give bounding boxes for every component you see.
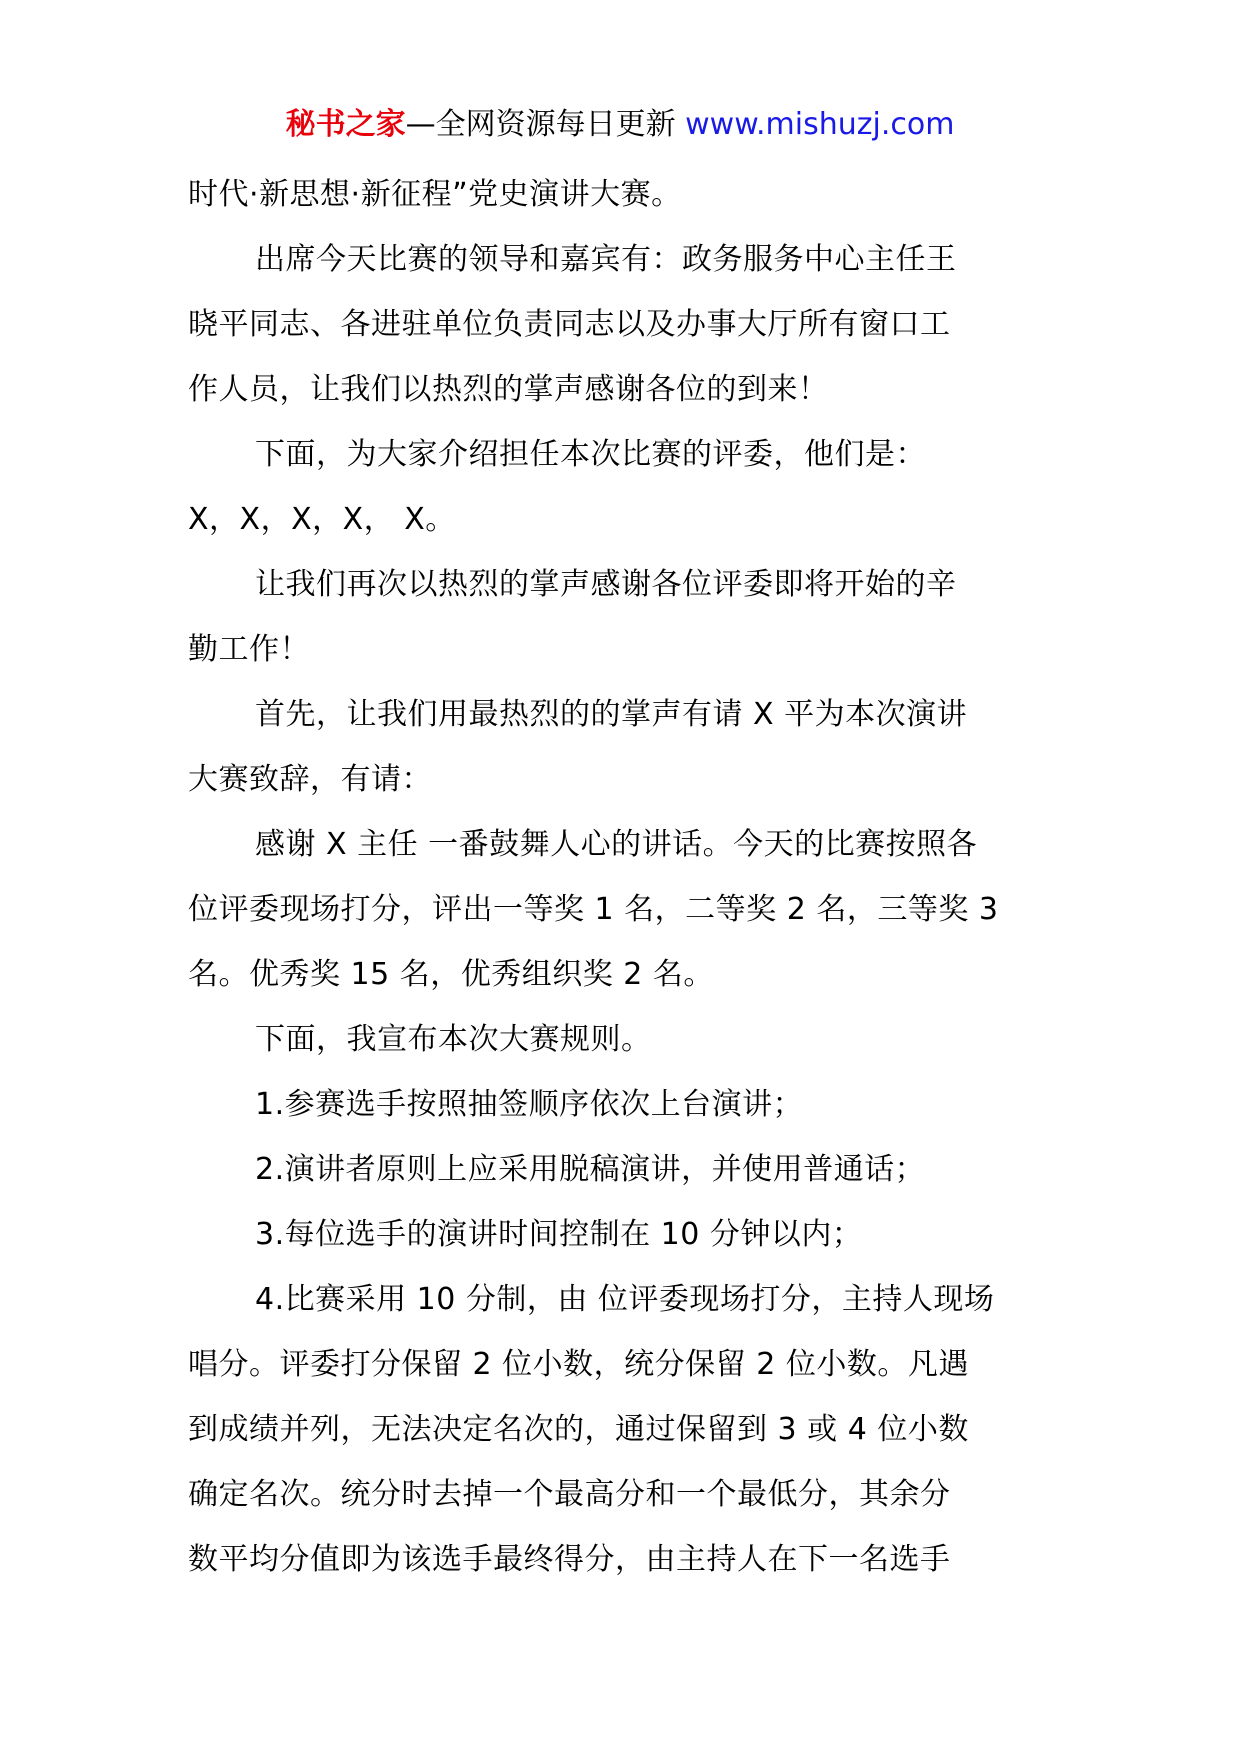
brand-name: 秘书之家 xyxy=(285,107,406,142)
text-line: 下面，为大家介绍担任本次比赛的评委，他们是： xyxy=(255,437,926,472)
site-url-link[interactable]: www.mishuzj.com xyxy=(685,107,955,142)
text-line: 4.比赛采用 10 分制，由 位评委现场打分，主持人现场 xyxy=(255,1282,995,1317)
text-line: 数平均分值即为该选手最终得分，由主持人在下一名选手 xyxy=(188,1542,951,1577)
text-line: 时代·新思想·新征程”党史演讲大赛。 xyxy=(188,177,682,212)
text-line: 唱分。评委打分保留 2 位小数，统分保留 2 位小数。凡遇 xyxy=(188,1347,969,1382)
text-line: 位评委现场打分，评出一等奖 1 名，二等奖 2 名，三等奖 3 xyxy=(188,892,999,927)
text-line: 作人员，让我们以热烈的掌声感谢各位的到来！ xyxy=(188,372,829,407)
site-slogan: —全网资源每日更新 xyxy=(405,107,676,142)
text-line: 3.每位选手的演讲时间控制在 10 分钟以内； xyxy=(255,1217,863,1252)
text-line: 出席今天比赛的领导和嘉宾有：政务服务中心主任王 xyxy=(255,242,957,277)
site-header xyxy=(0,100,1240,150)
text-line: 1.参赛选手按照抽签顺序依次上台演讲； xyxy=(255,1087,804,1122)
text-line: 感谢 X 主任 一番鼓舞人心的讲话。今天的比赛按照各 xyxy=(255,827,978,862)
text-line: 到成绩并列，无法决定名次的，通过保留到 3 或 4 位小数 xyxy=(188,1412,969,1447)
text-line: 大赛致辞，有请： xyxy=(188,762,432,797)
text-line: 勤工作！ xyxy=(188,632,310,667)
text-line: X，X，X，X， X。 xyxy=(188,502,456,537)
text-line: 让我们再次以热烈的掌声感谢各位评委即将开始的辛 xyxy=(255,567,957,602)
text-line: 确定名次。统分时去掉一个最高分和一个最低分，其余分 xyxy=(188,1477,951,1512)
document-body xyxy=(188,165,1058,1595)
text-line: 名。优秀奖 15 名，优秀组织奖 2 名。 xyxy=(188,957,714,992)
text-line: 晓平同志、各进驻单位负责同志以及办事大厅所有窗口工 xyxy=(188,307,951,342)
text-line: 首先，让我们用最热烈的的掌声有请 X 平为本次演讲 xyxy=(255,697,968,732)
text-line: 下面，我宣布本次大赛规则。 xyxy=(255,1022,652,1057)
text-line: 2.演讲者原则上应采用脱稿演讲，并使用普通话； xyxy=(255,1152,926,1187)
